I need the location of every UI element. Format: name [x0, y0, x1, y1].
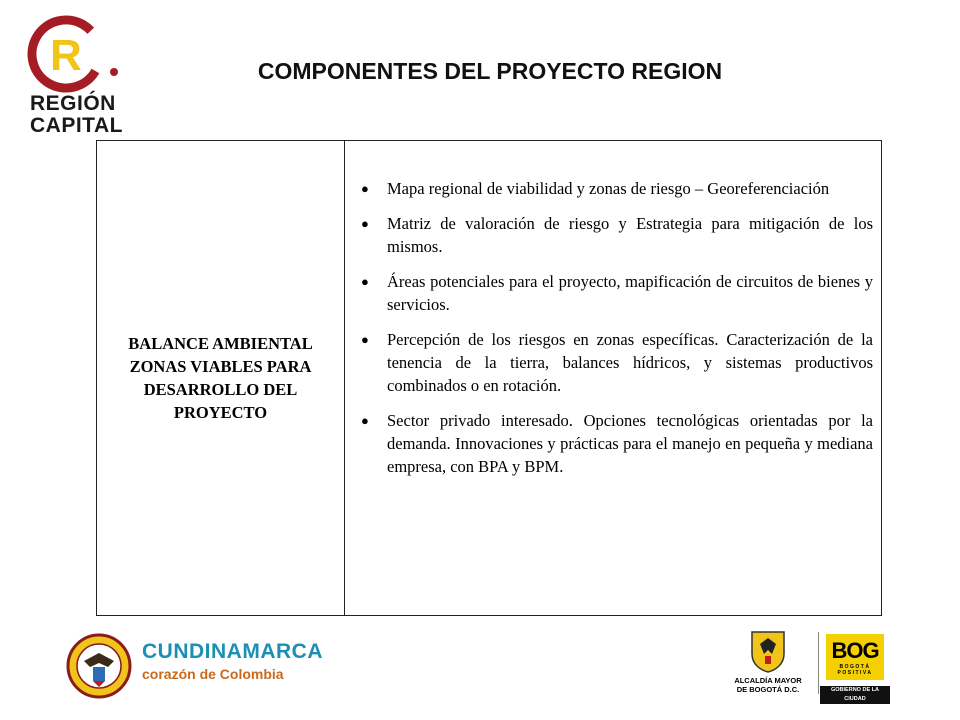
component-details-cell	[345, 141, 881, 615]
bog-small-line2: POSITIVA	[837, 670, 873, 676]
page-title: COMPONENTES DEL PROYECTO REGION	[257, 58, 723, 84]
list-item	[361, 270, 873, 316]
cundinamarca-slogan: corazón de Colombia	[142, 666, 284, 682]
bog-small-line1: BOGOTÁ	[839, 664, 871, 670]
bullet-icon: ●	[361, 413, 369, 428]
cundinamarca-seal-icon	[66, 633, 132, 704]
bullet-icon: ●	[361, 274, 369, 289]
bog-wordmark: BOG	[831, 638, 879, 663]
bogota-shield-icon	[748, 630, 788, 679]
component-bullet-list	[361, 177, 873, 478]
bullet-icon: ●	[361, 216, 369, 231]
component-label: BALANCE AMBIENTAL ZONAS VIABLES PARA DESARROLLO DEL PROYECTO	[128, 334, 313, 422]
list-item	[361, 212, 873, 258]
list-item-text: Percepción de los riesgos en zonas específicas. Caracterización de la tenencia de la tierra, balances hídricos, y sistemas productivos combinados o en rotación.	[387, 330, 873, 395]
footer-divider	[818, 632, 819, 694]
list-item-text: Mapa regional de viabilidad y zonas de riesgo – Georeferenciación	[387, 179, 830, 198]
bogota-positiva-logo	[826, 634, 884, 680]
components-table	[96, 140, 882, 616]
list-item-text: Matriz de valoración de riesgo y Estrategia para mitigación de los mismos.	[387, 214, 873, 256]
bullet-icon: ●	[361, 181, 369, 196]
svg-text:R: R	[50, 31, 82, 80]
component-label-cell	[97, 141, 345, 615]
rc-logo-icon	[20, 14, 130, 94]
bullet-icon: ●	[361, 332, 369, 347]
alcaldia-label	[728, 676, 808, 694]
list-item	[361, 328, 873, 397]
list-item	[361, 177, 873, 200]
gobierno-ciudad-label: GOBIERNO DE LA CIUDAD	[820, 686, 890, 704]
logo-text-capital: CAPITAL	[30, 114, 123, 137]
list-item-text: Sector privado interesado. Opciones tecnológicas orientadas por la demanda. Innovaciones y prácticas para el manejo en pequeña y mediana empresa, con BPA y BPM.	[387, 411, 873, 476]
alcaldia-line1: ALCALDÍA MAYOR	[734, 676, 802, 685]
list-item-text: Áreas potenciales para el proyecto, mapificación de circuitos de bienes y servicios.	[387, 272, 873, 314]
logo-text-region: REGIÓN	[30, 92, 116, 115]
cundinamarca-logo	[142, 640, 323, 682]
cundinamarca-name: CUNDINAMARCA	[142, 640, 323, 663]
alcaldia-line2: DE BOGOTÁ D.C.	[736, 685, 800, 694]
region-capital-logo	[8, 14, 142, 138]
list-item	[361, 409, 873, 478]
